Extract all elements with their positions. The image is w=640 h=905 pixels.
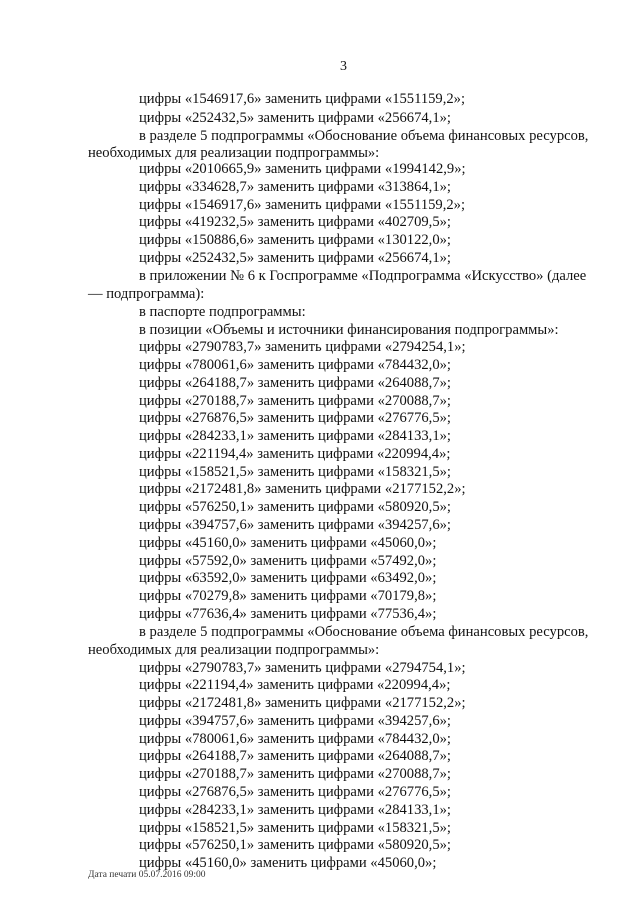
- text-line: цифры «221194,4» заменить цифрами «220994,4»;: [139, 446, 451, 462]
- text-line: цифры «2790783,7» заменить цифрами «2794754,1»;: [139, 660, 466, 676]
- page-number: 3: [340, 59, 347, 74]
- text-line: цифры «264188,7» заменить цифрами «264088,7»;: [139, 748, 451, 764]
- text-line: цифры «57592,0» заменить цифрами «57492,0»;: [139, 553, 437, 569]
- text-line: цифры «2172481,8» заменить цифрами «2177152,2»;: [139, 481, 466, 497]
- text-line: — подпрограмма):: [88, 286, 205, 302]
- text-line: цифры «1546917,6» заменить цифрами «1551159,2»;: [139, 197, 466, 213]
- text-line: цифры «45160,0» заменить цифрами «45060,0»;: [139, 855, 437, 871]
- text-line: цифры «270188,7» заменить цифрами «270088,7»;: [139, 766, 451, 782]
- text-line: цифры «284233,1» заменить цифрами «284133,1»;: [139, 802, 451, 818]
- text-line: цифры «70279,8» заменить цифрами «70179,8»;: [139, 588, 437, 604]
- text-line: цифры «576250,1» заменить цифрами «580920,5»;: [139, 837, 451, 853]
- text-line: в паспорте подпрограммы:: [139, 304, 306, 320]
- text-line: цифры «780061,6» заменить цифрами «784432,0»;: [139, 731, 451, 747]
- text-line: цифры «77636,4» заменить цифрами «77536,4»;: [139, 606, 437, 622]
- text-line: цифры «2172481,8» заменить цифрами «2177152,2»;: [139, 695, 466, 711]
- text-line: цифры «150886,6» заменить цифрами «130122,0»;: [139, 232, 451, 248]
- text-line: цифры «394757,6» заменить цифрами «394257,6»;: [139, 713, 451, 729]
- text-line: в разделе 5 подпрограммы «Обоснование объема финансовых ресурсов,: [139, 128, 589, 144]
- text-line: в разделе 5 подпрограммы «Обоснование объема финансовых ресурсов,: [139, 624, 589, 640]
- text-line: необходимых для реализации подпрограммы»:: [88, 642, 380, 658]
- text-line: цифры «576250,1» заменить цифрами «580920,5»;: [139, 499, 451, 515]
- print-date-footer: Дата печати 05.07.2016 09:00: [88, 870, 206, 880]
- text-line: цифры «158521,5» заменить цифрами «158321,5»;: [139, 820, 451, 836]
- text-line: цифры «276876,5» заменить цифрами «276776,5»;: [139, 784, 451, 800]
- text-line: цифры «264188,7» заменить цифрами «264088,7»;: [139, 375, 451, 391]
- text-line: цифры «780061,6» заменить цифрами «784432,0»;: [139, 357, 451, 373]
- text-line: цифры «252432,5» заменить цифрами «256674,1»;: [139, 250, 451, 266]
- text-line: в приложении № 6 к Госпрограмме «Подпрограмма «Искусство» (далее: [139, 268, 587, 284]
- text-line: цифры «252432,5» заменить цифрами «256674,1»;: [139, 110, 451, 126]
- text-line: цифры «45160,0» заменить цифрами «45060,0»;: [139, 535, 437, 551]
- text-line: необходимых для реализации подпрограммы»:: [88, 145, 380, 161]
- text-line: цифры «221194,4» заменить цифрами «220994,4»;: [139, 677, 451, 693]
- text-line: цифры «2010665,9» заменить цифрами «1994142,9»;: [139, 161, 466, 177]
- text-line: цифры «419232,5» заменить цифрами «402709,5»;: [139, 214, 451, 230]
- text-line: цифры «334628,7» заменить цифрами «313864,1»;: [139, 179, 451, 195]
- text-line: цифры «158521,5» заменить цифрами «158321,5»;: [139, 464, 451, 480]
- text-line: цифры «276876,5» заменить цифрами «276776,5»;: [139, 410, 451, 426]
- text-line: цифры «270188,7» заменить цифрами «270088,7»;: [139, 393, 451, 409]
- text-line: цифры «63592,0» заменить цифрами «63492,0»;: [139, 570, 437, 586]
- text-line: цифры «284233,1» заменить цифрами «284133,1»;: [139, 428, 451, 444]
- text-line: цифры «394757,6» заменить цифрами «394257,6»;: [139, 517, 451, 533]
- text-line: цифры «1546917,6» заменить цифрами «1551159,2»;: [139, 91, 466, 107]
- text-line: цифры «2790783,7» заменить цифрами «2794254,1»;: [139, 339, 466, 355]
- text-line: в позиции «Объемы и источники финансирования подпрограммы»:: [139, 322, 559, 338]
